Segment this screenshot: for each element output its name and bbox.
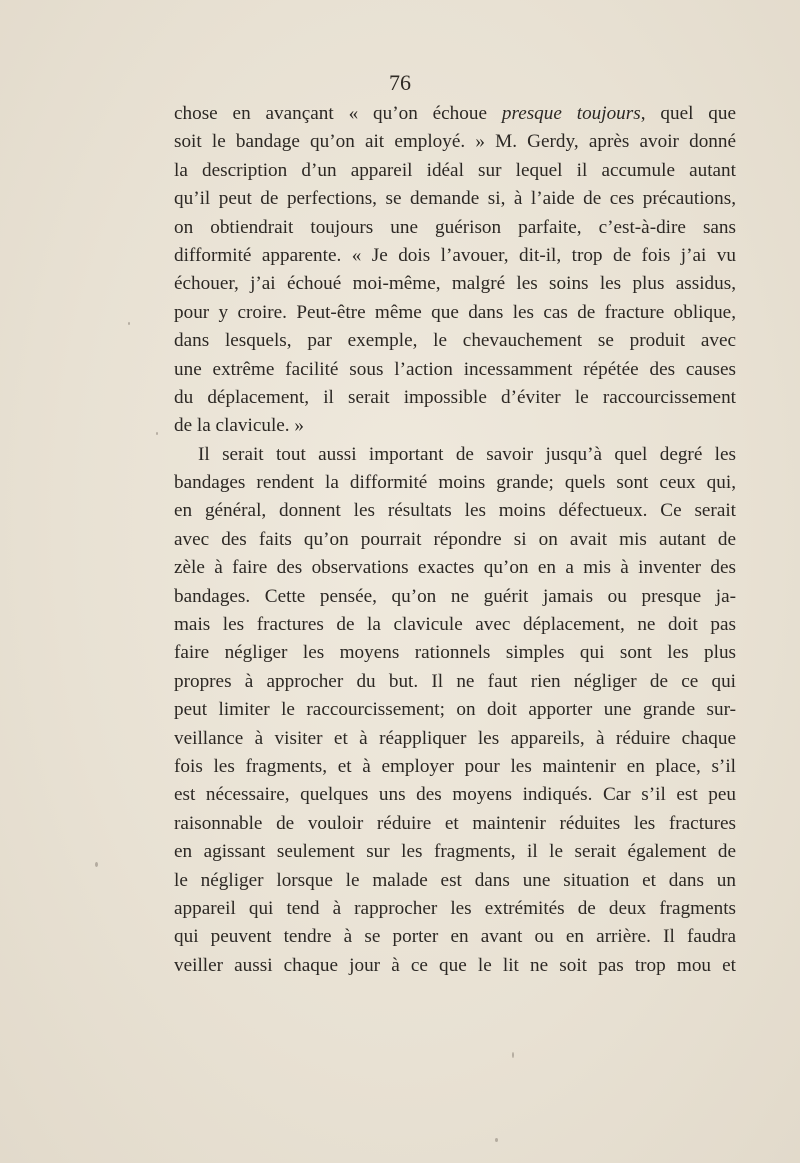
text-line: échouer, j’ai échoué moi-même, malgré les soins les plus assidus, [174,273,736,295]
text-line: de la clavicule. » [174,415,304,437]
text-line: du déplacement, il serait impossible d’éviter le raccourcissement [174,386,736,408]
text-line: appareil qui tend à rapprocher les extrémités de deux fragments [174,897,736,919]
text-line: une extrême facilité sous l’action incessamment répétée des causes [174,358,736,380]
text-line: peut limiter le raccourcissement; on doit apporter une grande sur- [174,699,736,721]
text-line: en agissant seulement sur les fragments, il le serait également de [174,841,736,863]
text-line: bandages rendent la difformité moins grande; quels sont ceux qui, [174,472,736,494]
emphasis-text: presque toujours [501,103,641,124]
text-line: en général, donnent les résultats les moins défectueux. Ce serait [174,500,736,522]
text-line: propres à approcher du but. Il ne faut rien négliger de ce qui [174,670,736,692]
text-line: on obtiendrait toujours une guérison parfaite, c’est-à-dire sans [174,216,736,238]
text-line: chose en avançant « qu’on échoue presque toujours, quel que [174,103,736,124]
text-line: veiller aussi chaque jour à ce que le lit ne soit pas trop mou et [174,954,736,976]
text-line: pour y croire. Peut-être même que dans les cas de fracture oblique, [174,301,736,323]
text-line: qu’il peut de perfections, se demande si, à l’aide de ces précautions, [174,188,736,210]
text-line: faire négliger les moyens rationnels simples qui sont les plus [174,642,736,664]
text-line: bandages. Cette pensée, qu’on ne guérit jamais ou presque ja- [174,585,736,607]
text-line: la description d’un appareil idéal sur lequel il accumule autant [174,159,736,181]
page-number: 76 [389,70,411,95]
text-line: raisonnable de vouloir réduire et maintenir réduites les fractures [174,812,736,834]
paragraph-2 [174,441,736,980]
body-text [174,100,736,980]
paper-speck [495,1138,498,1142]
text-line: fois les fragments, et à employer pour les maintenir en place, s’il [174,755,736,777]
text-line: difformité apparente. « Je dois l’avouer, dit-il, trop de fois j’ai vu [174,244,736,266]
text-line: dans lesquels, par exemple, le chevauchement se produit avec [174,330,736,352]
text-line: veillance à visiter et à réappliquer les appareils, à réduire chaque [174,727,736,749]
paragraph-1 [174,100,736,441]
text-line: avec des faits qu’on pourrait répondre si on avait mis autant de [174,528,736,550]
text-line: qui peuvent tendre à se porter en avant ou en arrière. Il faudra [174,926,736,948]
text-line: le négliger lorsque le malade est dans une situation et dans un [174,869,736,891]
paper-speck [512,1052,514,1058]
paper-speck [128,322,130,325]
text-line: est nécessaire, quelques uns des moyens indiqués. Car s’il est peu [174,784,736,806]
text-line: mais les fractures de la clavicule avec déplacement, ne doit pas [174,614,736,636]
paper-speck [156,432,158,435]
text-line: soit le bandage qu’on ait employé. » M. Gerdy, après avoir donné [174,131,736,153]
text-line: Il serait tout aussi important de savoir jusqu’à quel degré les [198,443,736,465]
text-line: zèle à faire des observations exactes qu’on en a mis à inventer des [174,557,736,579]
paper-speck [95,862,98,867]
